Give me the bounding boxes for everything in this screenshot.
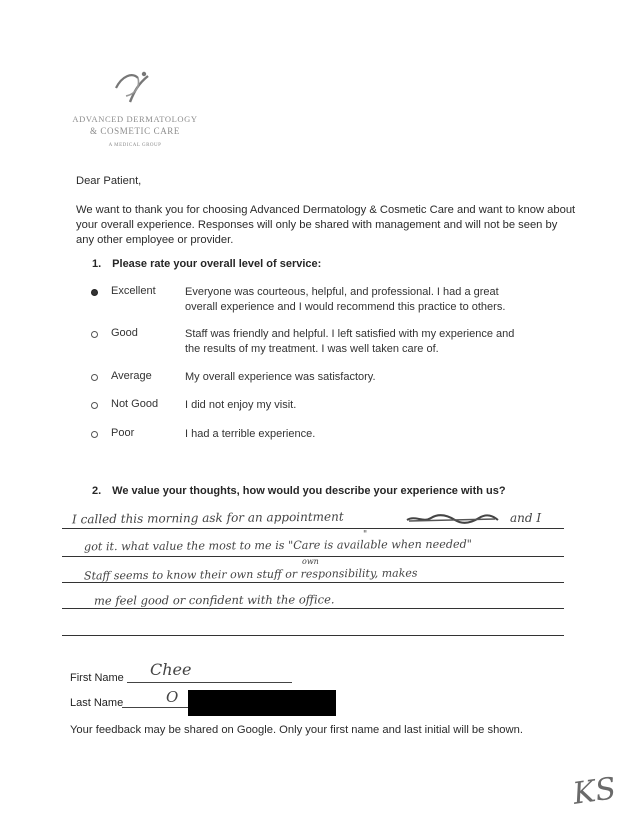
- handwritten-answer-line-1-end: and I: [510, 511, 542, 525]
- option-desc-excellent: Everyone was courteous, helpful, and professional. I had a great overall experience and I would recommend this practice to others.: [185, 286, 506, 313]
- option-label-excellent: Excellent: [111, 285, 156, 297]
- redaction-block: [188, 690, 336, 716]
- option-desc-not-good: I did not enjoy my visit.: [185, 399, 297, 411]
- logo-line-1: ADVANCED DERMATOLOGY: [72, 114, 198, 124]
- last-name-value[interactable]: O: [166, 688, 179, 706]
- last-name-underline: [122, 707, 192, 708]
- option-desc-good: Staff was friendly and helpful. I left satisfied with my experience and the results of my treatment. I was well taken care of.: [185, 328, 515, 355]
- option-desc-average: My overall experience was satisfactory.: [185, 371, 376, 383]
- handwritten-answer-line-3: Staff seems to know their own stuff or responsibility, makes: [83, 566, 418, 583]
- handwritten-answer-line-2: got it. what value the most to me is "Care is available when needed": [83, 537, 472, 554]
- radio-excellent[interactable]: [91, 289, 98, 296]
- handwritten-initials: KS: [570, 771, 619, 812]
- option-label-not-good: Not Good: [111, 398, 159, 410]
- answer-line-4: [62, 608, 564, 609]
- option-desc-poor: I had a terrible experience.: [185, 428, 316, 440]
- handwritten-answer-line-1: I called this morning ask for an appointment: [71, 509, 344, 527]
- scribble-strikeout-icon: [405, 512, 500, 526]
- answer-line-3: [62, 582, 564, 583]
- option-label-average: Average: [111, 370, 152, 382]
- question-2: 2. We value your thoughts, how would you describe your experience with us?: [92, 485, 506, 497]
- answer-line-5: [62, 635, 564, 636]
- logo-line-3: A MEDICAL GROUP: [108, 143, 162, 148]
- option-label-poor: Poor: [111, 427, 135, 439]
- first-name-value[interactable]: Chee: [150, 660, 192, 679]
- intro-paragraph: We want to thank you for choosing Advanced Dermatology & Cosmetic Care and want to know about your overall experience. Responses will only be shared with management and will not be seen by any other employee or provider.: [76, 204, 576, 246]
- radio-poor[interactable]: [91, 431, 98, 438]
- handwritten-answer-line-4: me feel good or confident with the office.: [93, 592, 335, 608]
- option-label-good: Good: [111, 327, 138, 339]
- answer-line-1: [62, 528, 564, 529]
- radio-not-good[interactable]: [91, 402, 98, 409]
- first-name-label: First Name: [70, 672, 124, 684]
- footer-note: Your feedback may be shared on Google. Only your first name and last initial will be shown.: [70, 724, 523, 736]
- radio-good[interactable]: [91, 331, 98, 338]
- radio-average[interactable]: [91, 374, 98, 381]
- first-name-underline: [127, 682, 292, 683]
- handwritten-quote-mark: ": [363, 530, 368, 540]
- logo-line-2: & COSMETIC CARE: [89, 126, 180, 136]
- question-1: 1. Please rate your overall level of service:: [92, 258, 322, 270]
- logo-mark-icon: [108, 66, 158, 106]
- greeting: Dear Patient,: [76, 175, 142, 187]
- handwritten-insert-own: own: [302, 557, 319, 566]
- logo: [60, 66, 210, 158]
- last-name-label: Last Name: [70, 697, 124, 709]
